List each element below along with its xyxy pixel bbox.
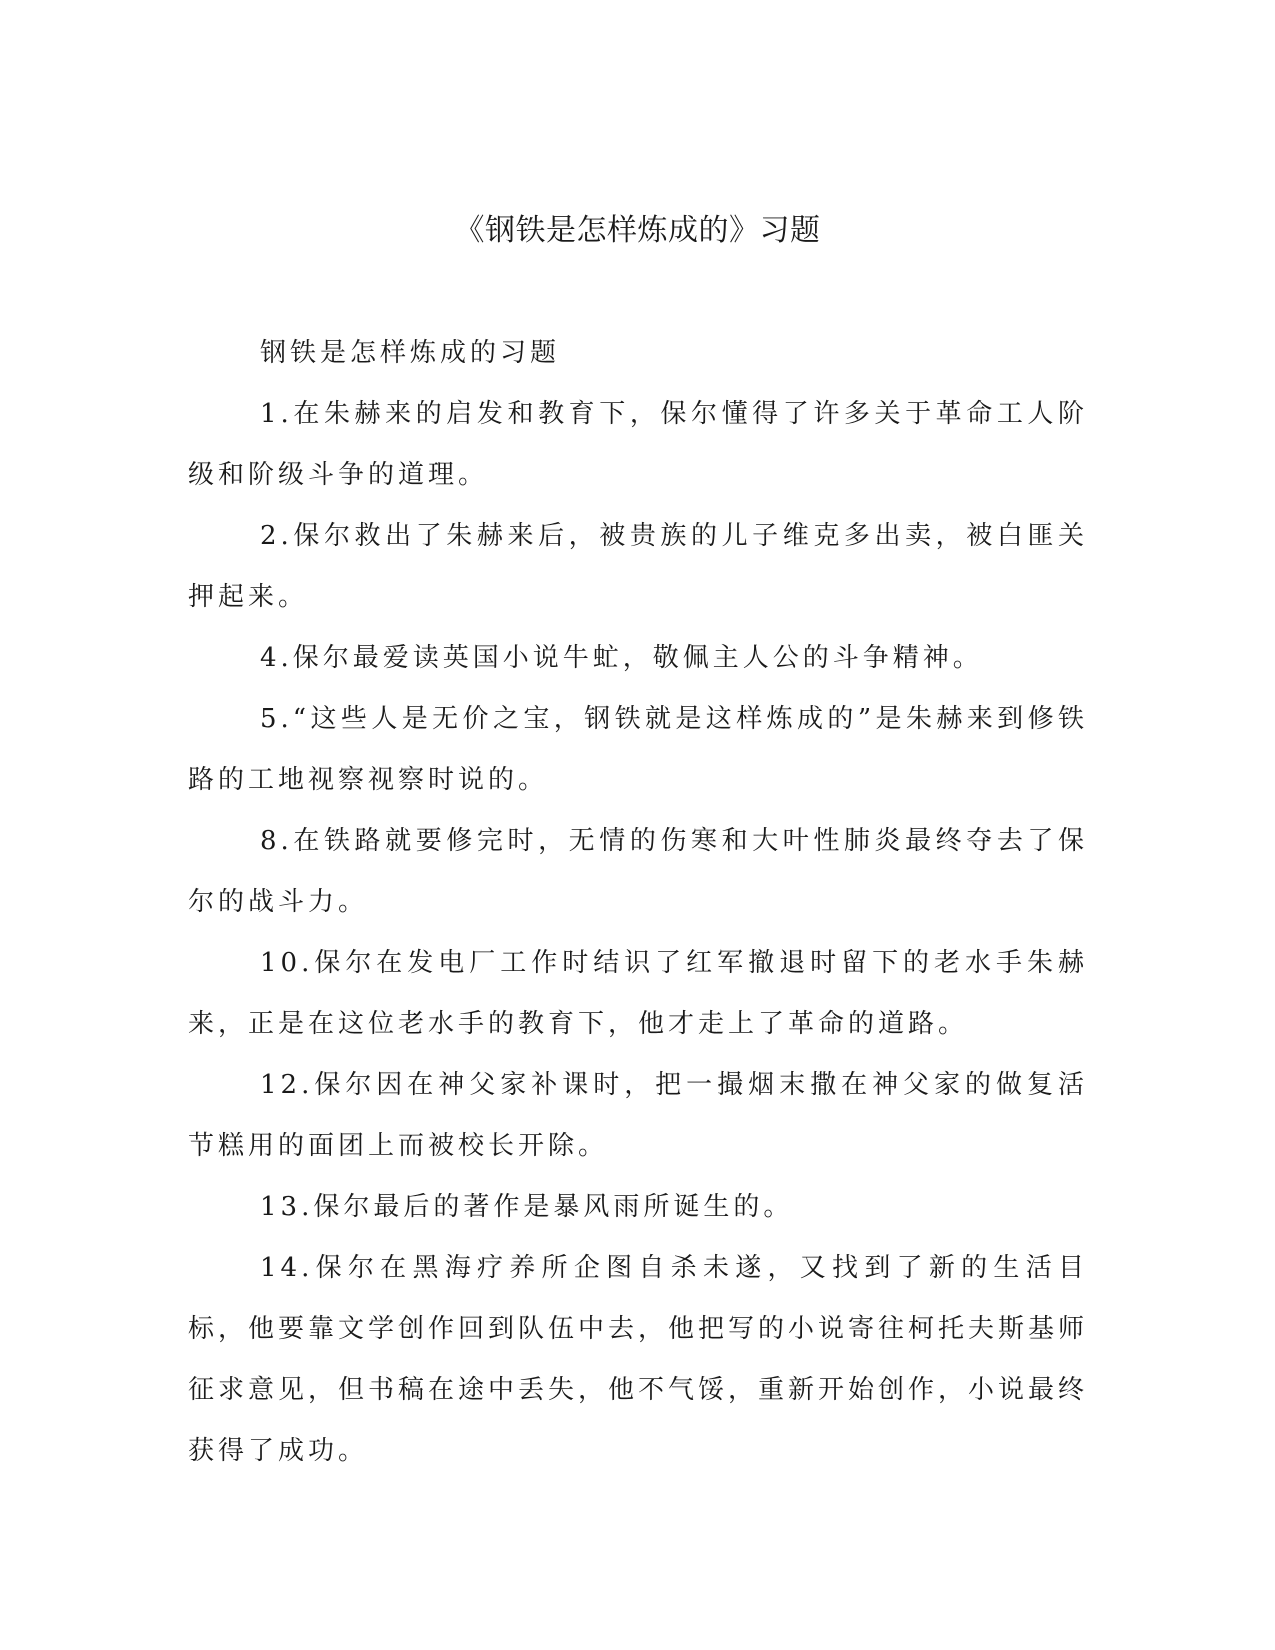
paragraph-item-10: 10.保尔在发电厂工作时结识了红军撤退时留下的老水手朱赫来，正是在这位老水手的教育下，他才走上了革命的道路。 xyxy=(188,948,1088,1039)
paragraph-item-2: 2.保尔救出了朱赫来后，被贵族的儿子维克多出卖，被白匪关押起来。 xyxy=(188,521,1088,612)
document-body xyxy=(188,323,1088,1482)
paragraph-item-14: 14.保尔在黑海疗养所企图自杀未遂，又找到了新的生活目标，他要靠文学创作回到队伍中去，他把写的小说寄往柯托夫斯基师征求意见，但书稿在途中丢失，他不气馁，重新开始创作，小说最终获得了成功。 xyxy=(188,1253,1089,1466)
paragraph-item-8: 8.在铁路就要修完时，无情的伤寒和大叶性肺炎最终夺去了保尔的战斗力。 xyxy=(188,826,1088,917)
paragraph-item-12: 12.保尔因在神父家补课时，把一撮烟末撒在神父家的做复活节糕用的面团上而被校长开除。 xyxy=(188,1070,1088,1161)
paragraph-item-1: 1.在朱赫来的启发和教育下，保尔懂得了许多关于革命工人阶级和阶级斗争的道理。 xyxy=(188,399,1088,490)
paragraph-item-13: 13.保尔最后的著作是暴风雨所诞生的。 xyxy=(260,1192,794,1222)
paragraph-item-4: 4.保尔最爱读英国小说牛虻，敬佩主人公的斗争精神。 xyxy=(260,643,983,673)
document-title: 《钢铁是怎样炼成的》习题 xyxy=(454,213,821,248)
paragraph-item-5: 5.“这些人是无价之宝，钢铁就是这样炼成的”是朱赫来到修铁路的工地视察视察时说的。 xyxy=(188,704,1088,795)
paragraph-subtitle: 钢铁是怎样炼成的习题 xyxy=(260,338,561,368)
